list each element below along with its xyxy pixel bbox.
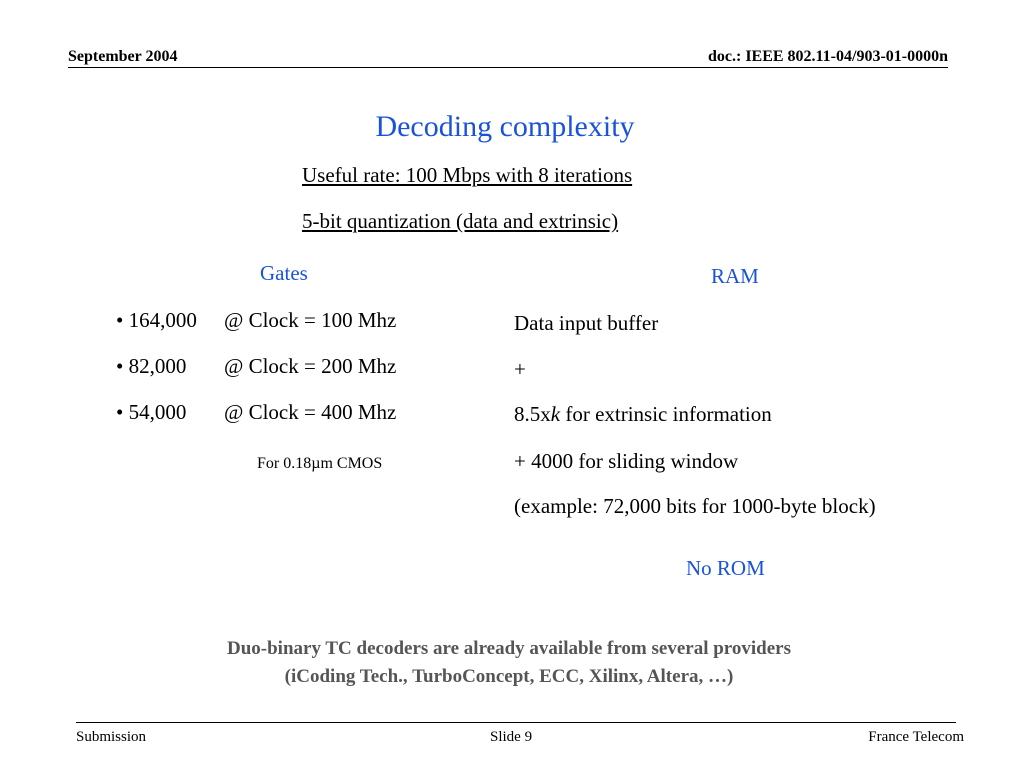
subtitle-rate: Useful rate: 100 Mbps with 8 iterations: [302, 163, 633, 187]
subtitle-quantization: 5-bit quantization (data and extrinsic): [302, 209, 619, 233]
bullet-glyph: •: [116, 400, 124, 424]
ram-heading: RAM: [711, 264, 759, 288]
ram-line-example: (example: 72,000 bits for 1000-byte block): [514, 494, 876, 518]
ram-extrinsic-variable: k: [550, 402, 561, 426]
bullet-glyph: •: [116, 354, 124, 378]
ram-line-data-input: Data input buffer: [514, 311, 659, 335]
ram-line-plus: +: [514, 357, 526, 381]
technology-note: For 0.18µm CMOS: [257, 455, 383, 472]
footer-slide-number: Slide 9: [490, 729, 533, 745]
footer-organization: France Telecom: [868, 729, 964, 745]
bullet-glyph: •: [116, 308, 124, 332]
gate-clock: @ Clock = 200 Mhz: [224, 354, 397, 378]
no-rom-label: No ROM: [686, 556, 765, 580]
gate-count: 54,000: [128, 400, 187, 424]
gate-clock: @ Clock = 100 Mhz: [224, 308, 397, 332]
providers-line-1: Duo-binary TC decoders are already available from several providers: [227, 638, 791, 659]
footer-rule: [76, 722, 956, 723]
gates-item: [116, 400, 396, 425]
ram-line-sliding-window: + 4000 for sliding window: [514, 449, 739, 473]
slide-title: Decoding complexity: [375, 110, 635, 143]
gates-item: [116, 354, 396, 379]
header-rule: [68, 67, 948, 68]
footer-submission: Submission: [76, 729, 147, 745]
gate-count: 164,000: [128, 308, 197, 332]
header-doc-id: doc.: IEEE 802.11-04/903-01-0000n: [707, 48, 948, 65]
gates-heading: Gates: [260, 261, 308, 285]
providers-line-2: (iCoding Tech., TurboConcept, ECC, Xilinx, Altera, …): [284, 666, 734, 687]
ram-extrinsic-label: for extrinsic information: [560, 402, 772, 426]
ram-line-extrinsic: [514, 402, 772, 427]
gates-item: [116, 308, 396, 333]
header-date: September 2004: [68, 48, 178, 65]
gate-clock: @ Clock = 400 Mhz: [224, 400, 397, 424]
ram-extrinsic-factor: 8.5x: [514, 402, 551, 426]
gate-count: 82,000: [128, 354, 187, 378]
